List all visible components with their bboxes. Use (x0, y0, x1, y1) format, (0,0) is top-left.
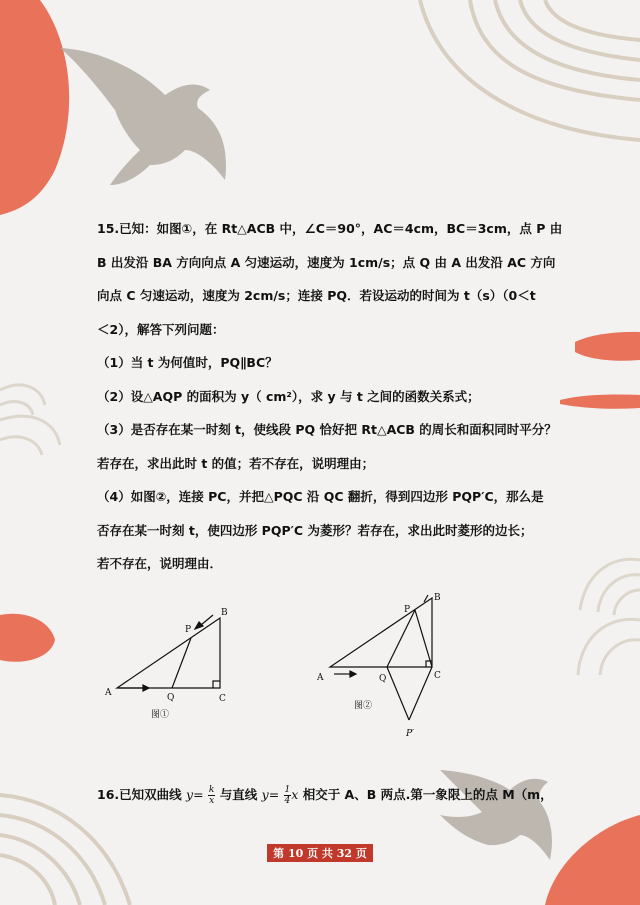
q15-part-4-end: 若不存在，说明理由． (97, 556, 223, 571)
fan-pattern-right (578, 559, 640, 675)
label-q: Q (379, 674, 387, 684)
q15-part-2: （2）设△AQP 的面积为 y（ cm²），求 y 与 t 之间的函数关系式； (97, 388, 480, 404)
fraction-k-over-x: $\frac{k}{x}$ (208, 785, 215, 806)
figure-1 (95, 605, 255, 720)
label-c: C (434, 671, 441, 681)
label-b: B (434, 593, 441, 603)
q16-y1: y (186, 787, 194, 802)
q15-line-1: 15.已知：如图①，在 Rt△ACB 中，∠C＝90°，AC＝4cm，BC＝3cm，点 P 由 (97, 221, 563, 236)
bird-silhouette-top (60, 48, 226, 185)
triangle-acb (330, 598, 432, 667)
red-blob-top-left (0, 0, 69, 215)
label-b: B (221, 608, 228, 618)
right-angle-mark (213, 681, 220, 688)
q15-part-4-cont: 否存在某一时刻 t，使四边形 PQP′C 为菱形？若存在，求出此时菱形的边长； (97, 522, 533, 538)
q15-part-3-cont: 若存在，求出此时 t 的值；若不存在，说明理由； (97, 455, 375, 471)
q16-eq1: = (193, 787, 204, 802)
label-a: A (317, 673, 324, 683)
label-q: Q (167, 693, 175, 703)
q15-part-4: （4）如图②，连接 PC，并把△PQC 沿 QC 翻折，得到四边形 PQP′C，那么是 (97, 489, 544, 504)
q15-part-3: （3）是否存在某一时刻 t，使线段 PQ 恰好把 Rt△ACB 的周长和面积同时平分？ (97, 422, 557, 437)
page-number: 第 10 页 共 32 页 (267, 844, 373, 862)
arrow-p-head (195, 622, 203, 629)
arrow-q-head (143, 685, 149, 691)
q15-line-2: B 出发沿 BA 方向向点 A 匀速运动，速度为 1cm/s；点 Q 由 A 出发沿 AC 方向 (97, 254, 556, 270)
q15-part-1: （1）当 t 为何值时，PQ∥BC？ (97, 355, 278, 370)
segment-qp2 (387, 667, 409, 720)
q16-eq2: = (268, 787, 280, 802)
arrow-q-head (350, 671, 356, 677)
segment-pc (415, 610, 432, 667)
segment-pq (172, 638, 191, 688)
q15-line-3: 向点 C 匀速运动，速度为 2cm/s；连接 PQ．若设运动的时间为 t（s）（0＜t (97, 288, 536, 303)
red-blob-left-lower (0, 614, 55, 662)
label-p: P (185, 625, 192, 635)
red-pill-right-1 (575, 332, 640, 361)
triangle-acb (117, 618, 220, 688)
red-pill-right-2 (560, 394, 640, 408)
fan-pattern-left (0, 385, 60, 455)
q15-line-4: ＜2），解答下列问题： (97, 321, 225, 337)
label-c: C (219, 694, 226, 704)
figure-1-caption: 图① (151, 710, 170, 720)
q16-y2: y (261, 787, 269, 802)
curved-lines-top-right (420, 0, 640, 140)
label-p: P (404, 605, 411, 615)
label-p-prime: P′ (406, 729, 415, 739)
figure-2-caption: 图② (354, 701, 373, 711)
question-15 (97, 212, 563, 581)
segment-cp2 (409, 667, 432, 720)
q16-prefix: 16.已知双曲线 (97, 787, 182, 802)
question-16 (97, 785, 553, 806)
label-a: A (105, 688, 112, 698)
page-footer (0, 842, 640, 862)
figure-2 (312, 590, 472, 740)
q16-suffix: 相交于 A、B 两点.第一象限上的点 M（m， (302, 787, 553, 802)
q16-x2: x (291, 787, 299, 802)
fraction-one-over-four: $\frac{1}{4}$ (284, 785, 291, 806)
q16-mid: 与直线 (219, 787, 258, 802)
